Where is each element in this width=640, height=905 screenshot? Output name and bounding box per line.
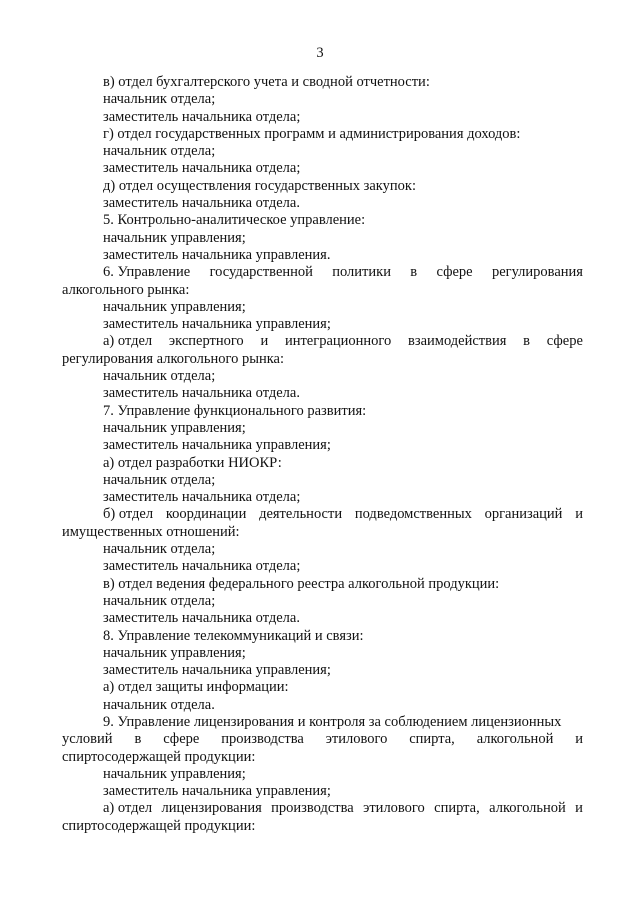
word: в — [134, 731, 142, 748]
word: в — [410, 264, 418, 281]
word: этилового — [325, 731, 388, 748]
word: интеграционного — [284, 333, 392, 350]
word: регулирования — [491, 264, 583, 281]
word: организаций — [484, 506, 563, 523]
text-line: заместитель начальника отдела; — [103, 558, 301, 575]
section-heading-justified — [62, 333, 583, 350]
section-heading-justified — [62, 264, 583, 281]
section-heading-justified — [62, 800, 583, 817]
word: этилового — [363, 800, 425, 817]
word: алкогольной — [476, 731, 554, 748]
section-heading-justified — [62, 506, 583, 523]
text-line: начальник отдела; — [103, 471, 216, 488]
text-line-justified — [62, 731, 583, 748]
section-heading: а) отдел разработки НИОКР: — [103, 454, 282, 471]
text-line: начальник управления; — [103, 229, 246, 246]
text-line: начальник отдела. — [103, 696, 215, 713]
word: сфере — [163, 731, 200, 748]
word: а) отдел — [103, 333, 153, 350]
text-line: заместитель начальника управления; — [103, 783, 331, 800]
text-line: начальник отдела; — [103, 368, 216, 385]
section-heading: в) отдел бухгалтерского учета и сводной отчетности: — [103, 74, 430, 90]
text-line: заместитель начальника управления; — [103, 316, 331, 333]
word: лицензирования — [161, 800, 262, 817]
word: спирта, — [434, 800, 480, 817]
word: в — [523, 333, 531, 350]
text-line: алкогольного рынка: — [62, 281, 190, 298]
word: алкогольной — [489, 800, 566, 817]
text-line: регулирования алкогольного рынка: — [62, 350, 285, 367]
section-heading: 5. Контрольно-аналитическое управление: — [103, 212, 366, 229]
word: спирта, — [409, 731, 455, 748]
word: и — [575, 506, 583, 523]
document-body — [62, 74, 583, 835]
word: производства — [271, 800, 354, 817]
word: государственной — [209, 264, 313, 281]
word: а) отдел — [103, 800, 153, 817]
section-heading: в) отдел ведения федерального реестра алкогольной продукции: — [103, 575, 500, 592]
text-line: заместитель начальника отдела; — [103, 108, 301, 125]
text-line: начальник отдела; — [103, 592, 216, 609]
text-line: спиртосодержащей продукции: — [62, 817, 256, 834]
text-line: начальник отдела; — [103, 541, 216, 558]
word: и — [575, 731, 583, 748]
word: экспертного — [168, 333, 244, 350]
text-line: заместитель начальника управления; — [103, 437, 331, 454]
text-line: заместитель начальника управления. — [103, 246, 331, 263]
word: координации — [165, 506, 247, 523]
text-line: заместитель начальника отдела. — [103, 195, 300, 212]
text-line: спиртосодержащей продукции: — [62, 748, 256, 765]
section-heading: 8. Управление телекоммуникаций и связи: — [103, 627, 364, 644]
text-line: заместитель начальника отдела. — [103, 610, 300, 627]
word: б) отдел — [103, 506, 154, 523]
text-line: заместитель начальника отдела; — [103, 160, 301, 177]
word: политики — [332, 264, 391, 281]
section-heading: а) отдел защиты информации: — [103, 679, 289, 696]
word: производства — [221, 731, 304, 748]
word: деятельности — [259, 506, 343, 523]
text-line: заместитель начальника отдела; — [103, 489, 301, 506]
text-line: имущественных отношений: — [62, 523, 240, 540]
word: 6. Управление — [103, 264, 191, 281]
text-line: начальник отдела; — [103, 143, 216, 160]
word: взаимодействия — [408, 333, 507, 350]
text-line: начальник отдела; — [103, 91, 216, 108]
word: сфере — [546, 333, 583, 350]
text-line: заместитель начальника отдела. — [103, 385, 300, 402]
word: условий — [62, 731, 113, 748]
text-line: начальник управления; — [103, 419, 246, 436]
section-heading: 7. Управление функционального развития: — [103, 402, 367, 419]
word: и — [260, 333, 269, 350]
section-heading: д) отдел осуществления государственных закупок: — [103, 177, 416, 194]
word: сфере — [436, 264, 473, 281]
text-line: начальник управления; — [103, 644, 246, 661]
text-line: начальник управления; — [103, 765, 246, 782]
page-number: 3 — [316, 45, 324, 61]
text-line: заместитель начальника управления; — [103, 662, 331, 679]
section-heading: 9. Управление лицензирования и контроля за соблюдением лицензионных — [103, 713, 562, 730]
word: подведомственных — [354, 506, 472, 523]
word: и — [575, 800, 583, 817]
text-line: начальник управления; — [103, 298, 246, 315]
section-heading: г) отдел государственных программ и администрирования доходов: — [103, 125, 521, 142]
